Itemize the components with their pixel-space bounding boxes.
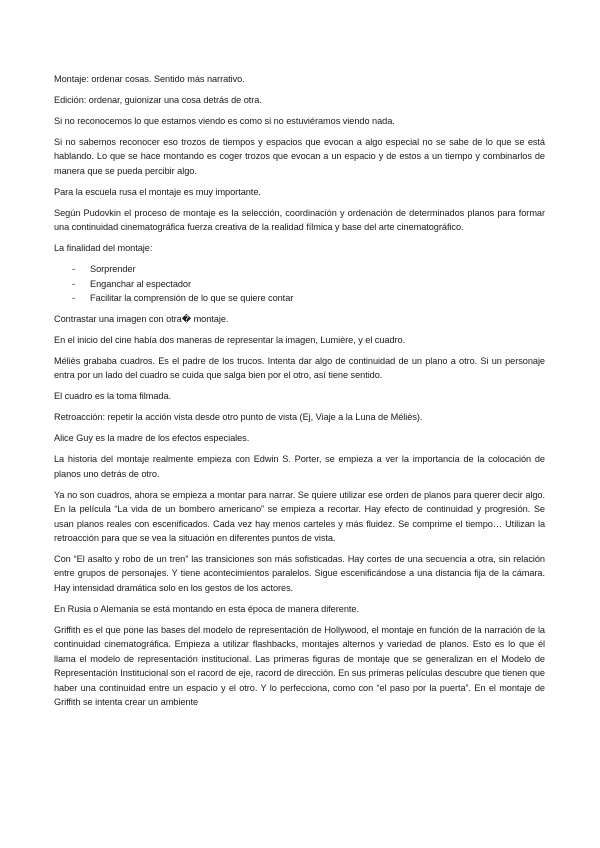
paragraph-pudovkin: Según Pudovkin el proceso de montaje es la selección, coordinación y ordenación de determinados planos para formar una continuidad cinematográfica fuerza creativa de la realidad fílmica y base del arte cinematográfico.: [54, 207, 545, 233]
paragraph-escuela-rusa: Para la escuela rusa el montaje es muy importante.: [54, 186, 261, 197]
paragraph-bombero: Ya no son cuadros, ahora se empieza a montar para narrar. Se quiere utilizar ese orden de planos para querer decir algo. En la película “La vida de un bombero americano” se empieza a recortar. Hay efecto de continuidad y progresión. Se usan planos reales con escenificados. Cada vez hay menos carteles y más fluidez. Se comprime el tiempo… Utilizan la retroacción para que se vea la situación en diferentes puntos de vista.: [54, 489, 545, 544]
list-item: [72, 291, 545, 305]
paragraph-retroaccion: Retroacción: repetir la acción vista desde otro punto de vista (Ej, Viaje a la Luna de Méliès).: [54, 412, 423, 423]
paragraph-finalidad: La finalidad del montaje:: [54, 243, 153, 254]
paragraph-inicio-cine: En el inicio del cine había dos maneras de representar la imagen, Lumière, y el cuadro.: [54, 335, 406, 346]
paragraph-montaje: Montaje: ordenar cosas. Sentido más narrativo.: [54, 74, 245, 84]
paragraph-cuadro: El cuadro es la toma filmada.: [54, 391, 172, 402]
paragraph-melies: Méliès grababa cuadros. Es el padre de los trucos. Intenta dar algo de continuidad de un plano a otro. Si un personaje entra por un lado del cuadro se cuida que salga bien por el otro, así tiene sentido.: [54, 356, 545, 381]
list-item: [72, 262, 545, 276]
list-item-text: Enganchar al espectador: [90, 278, 192, 289]
list-item-text: Sorprender: [90, 264, 136, 275]
paragraph-alice-guy: Alice Guy es la madre de los efectos especiales.: [54, 433, 250, 444]
paragraph-griffith: Griffith es el que pone las bases del modelo de representación de Hollywood, el montaje en función de la narración de la continuidad cinematográfica. Empieza a utilizar flashbacks, montajes alternos y variedad de planos. Esto es lo que él llama el modelo de representación institucional. Las primeras figuras de montaje que se generalizan en el Modelo de Representación Institucional son el racord de eje, racord de dirección. En sus primeras películas descubre que tienen que haber una continuidad entre un espacio y el otro. Y lo perfecciona, como con “el paso por la puerta”. En el montaje de Griffith se intenta crear un ambiente: [54, 624, 545, 707]
bullet-dash: -: [72, 293, 76, 304]
paragraph-edicion: Edición: ordenar, guionizar una cosa detrás de otra.: [54, 95, 262, 105]
bullet-dash: -: [72, 264, 76, 275]
paragraph-reconocer: Si no reconocemos lo que estamos viendo es como si no estuviéramos viendo nada.: [54, 116, 395, 126]
paragraph-trozos: Si no sabemos reconocer eso trozos de tiempos y espacios que evocan a algo especial no se sabe de lo que se está hablando. Lo que se hace montando es coger trozos que evocan a un espacio y de estos a un tiempo y combinarlos de manera que se pueda percibir algo.: [54, 137, 545, 176]
paragraph-porter: La historia del montaje realmente empieza con Edwin S. Porter, se empieza a ver la importancia de la colocación de planos uno detrás de otro.: [54, 454, 545, 479]
paragraph-contrastar: Contrastar una imagen con otra� montaje.: [54, 314, 229, 325]
finalidad-list: [54, 262, 545, 305]
paragraph-asalto-tren: Con “El asalto y robo de un tren” las transiciones son más sofisticadas. Hay cortes de una secuencia a otra, sin relación entre grupos de personajes. Y tiene acontecimientos paralelos. Sigue escenificándose a una distancia fija de la cámara. Hay intensidad dramática solo en los gestos de los actores.: [54, 554, 545, 593]
list-item-text: Facilitar la comprensión de lo que se quiere contar: [90, 293, 294, 304]
list-item: [72, 277, 545, 291]
bullet-dash: -: [72, 278, 76, 289]
paragraph-rusia-alemania: En Rusia o Alemania se está montando en esta época de manera diferente.: [54, 603, 359, 614]
